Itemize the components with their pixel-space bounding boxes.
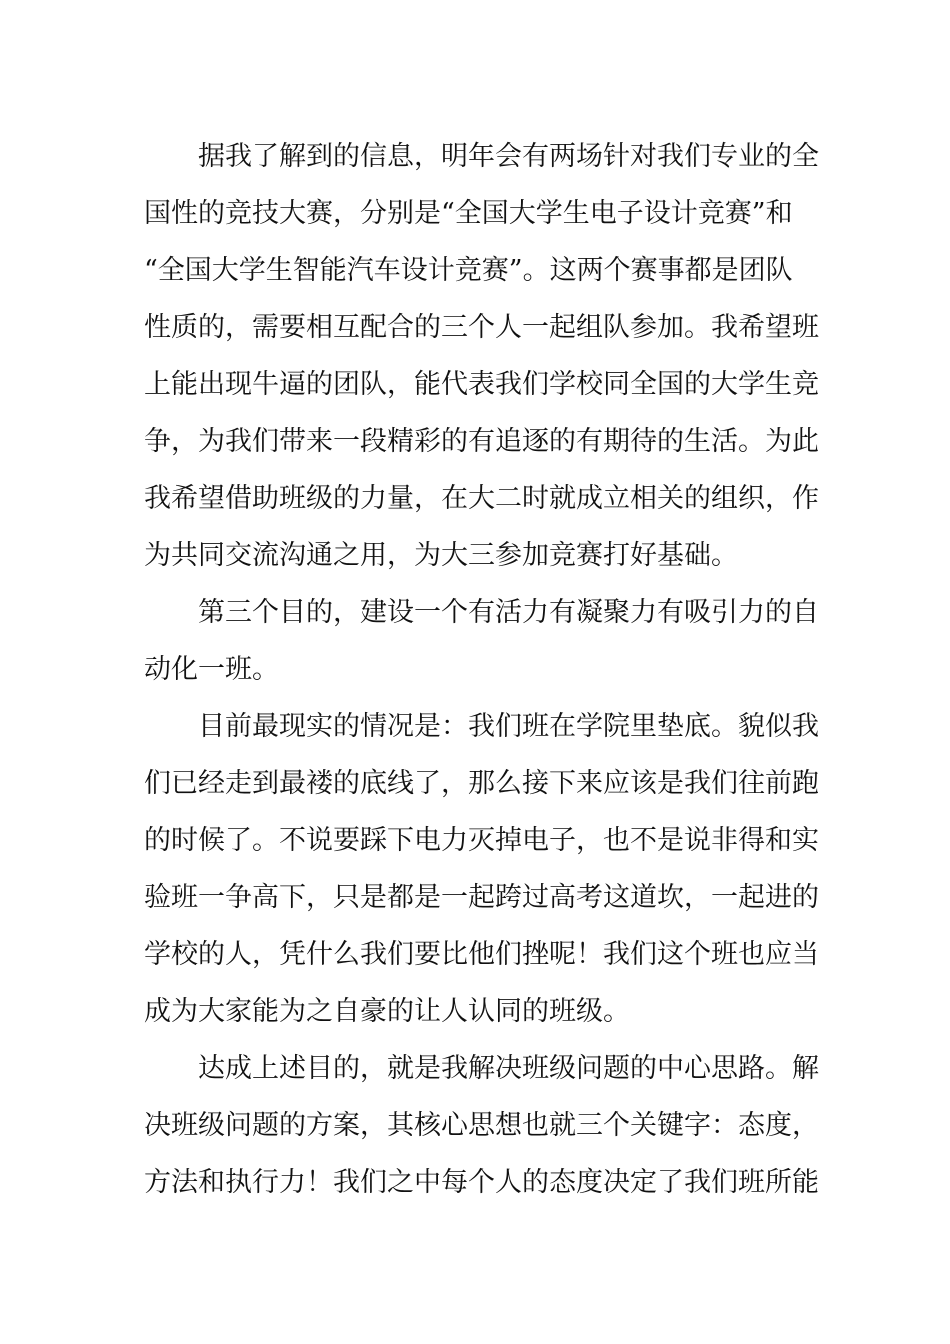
text-line: 成为大家能为之自豪的让人认同的班级。	[144, 996, 630, 1027]
text-line: 达成上述目的，就是我解决班级问题的中心思路。解	[198, 1053, 819, 1084]
document-body	[144, 128, 819, 1211]
text-line: 第三个目的，建设一个有活力有凝聚力有吸引力的自	[198, 597, 819, 628]
paragraph-2	[144, 584, 819, 698]
text-line: 我希望借助班级的力量，在大二时就成立相关的组织，作	[144, 483, 819, 514]
text-line: 决班级问题的方案，其核心思想也就三个关键字：态度，	[144, 1110, 819, 1141]
text-line: 的时候了。不说要踩下电力灭掉电子，也不是说非得和实	[144, 825, 819, 856]
paragraph-3	[144, 698, 819, 1040]
text-line: “全国大学生智能汽车设计竞赛”。这两个赛事都是团队	[144, 255, 793, 286]
text-line: 方法和执行力！我们之中每个人的态度决定了我们班所能	[144, 1167, 819, 1198]
text-line: 验班一争高下，只是都是一起跨过高考这道坎，一起进的	[144, 882, 819, 913]
text-line: 据我了解到的信息，明年会有两场针对我们专业的全	[198, 141, 819, 172]
paragraph-1	[144, 128, 819, 584]
text-line: 上能出现牛逼的团队，能代表我们学校同全国的大学生竞	[144, 369, 819, 400]
text-line: 目前最现实的情况是：我们班在学院里垫底。貌似我	[198, 711, 819, 742]
text-line: 国性的竞技大赛，分别是“全国大学生电子设计竞赛”和	[144, 198, 793, 229]
text-line: 学校的人，凭什么我们要比他们挫呢！我们这个班也应当	[144, 939, 819, 970]
paragraph-4	[144, 1040, 819, 1211]
text-line: 动化一班。	[144, 654, 279, 685]
text-line: 为共同交流沟通之用，为大三参加竞赛打好基础。	[144, 540, 738, 571]
text-line: 性质的，需要相互配合的三个人一起组队参加。我希望班	[144, 312, 819, 343]
text-line: 争，为我们带来一段精彩的有追逐的有期待的生活。为此	[144, 426, 819, 457]
text-line: 们已经走到最褛的底线了，那么接下来应该是我们往前跑	[144, 768, 819, 799]
